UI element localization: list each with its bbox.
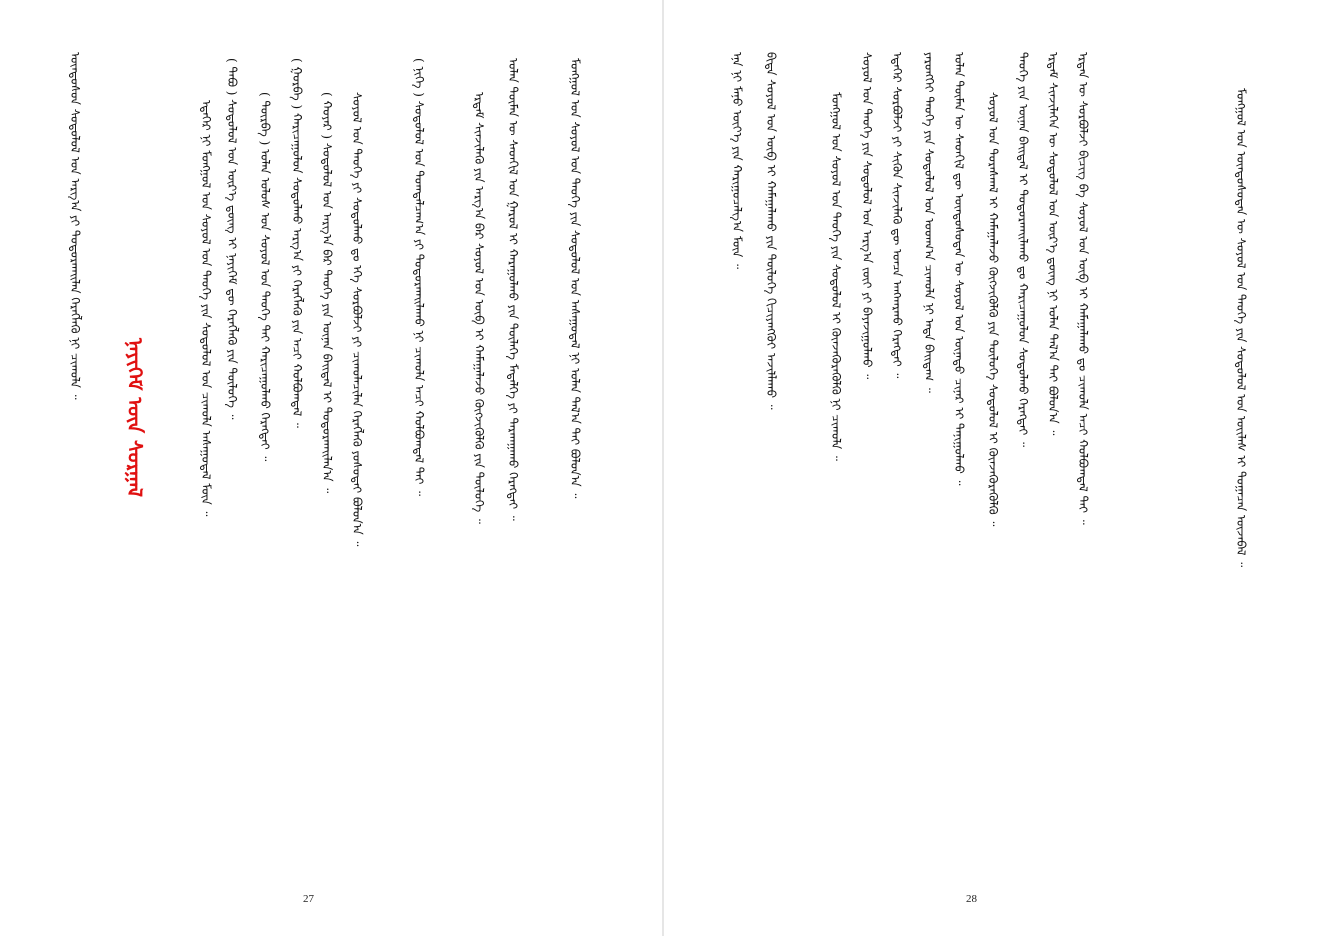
text-line: ( ᠲᠠᠪᠤ ) ᠰᠤᠳᠤᠯᠤᠯ ᠤᠨ ᠦᠷ᠎ᠡ ᠳ᠋ᠦᠩ ᠢ ᠨᠡᠶᠢᠭᠡᠮ ᠳᠦ ᠬᠡᠷᠡᠭᠯᠡᠬᠦ ᠶᠢᠨ ᠲᠥᠯᠥᠭᠡ ᠃: [225, 58, 239, 420]
text-line: ᠶᠡᠷᠦᠩᠬᠡᠢ ᠲᠡᠦᠬᠡ ᠶᠢᠨ ᠰᠤᠳᠤᠯᠤᠯ ᠤᠨ ᠤᠳᠬ᠎ᠠ ᠴᠢᠬᠤᠯᠠ ᠨᠢ ᠡᠨᠳᠡ ᠪᠠᠢᠳᠠᠭ ᠃: [922, 52, 936, 393]
page-number: 27: [303, 893, 314, 905]
page-number: 28: [966, 893, 977, 905]
text-line: ( ᠭᠤᠷᠪᠠ ) ᠬᠠᠷᠢᠴᠠᠭᠤᠯᠤᠨ ᠰᠤᠳᠤᠯᠬᠤ ᠠᠷᠭ᠎ᠠ ᠶᠢ ᠬᠡᠷᠡᠭᠯᠡᠬᠦ ᠶᠢᠨ ᠠᠴᠢ ᠬᠣᠯᠪᠣᠭᠳᠠᠯ ᠃: [290, 58, 304, 428]
text-line: ᠪᠢᠳᠡ ᠰᠣᠶᠣᠯ ᠤᠨ ᠥᠪ ᠢ ᠬᠠᠮᠠᠭᠠᠯᠠᠬᠤ ᠶᠢᠨ ᠲᠥᠯᠥᠭᠡ ᠬᠢᠴᠢᠶᠡᠩᠭᠦᠢ ᠠᠵᠢᠯᠯᠠᠬᠤ ᠃: [764, 52, 778, 410]
text-line: ᠡᠨᠡ ᠨᠢ ᠮᠠᠨᠤ ᠦᠶ᠎ᠡ ᠶᠢᠨ ᠬᠠᠷᠢᠭᠤᠴᠠᠯᠭ᠎ᠠ ᠮᠥᠨ ᠃: [730, 52, 744, 270]
text-line: ᠰᠣᠶᠣᠯ ᠤᠨ ᠲᠡᠦᠬᠡ ᠶᠢᠨ ᠰᠤᠳᠤᠯᠤᠯ ᠤᠨ ᠠᠷᠭ᠎ᠠ ᠵᠦᠢ ᠶᠢ ᠪᠠᠶᠠᠵᠢᠭᠤᠯᠬᠤ ᠃: [860, 52, 874, 380]
text-line: ᠡᠳᠡᠭᠡᠷ ᠰᠤᠷᠪᠤᠯᠵᠢ ᠶᠢ ᠰᠢᠭᠦᠨ ᠰᠢᠨᠵᠢᠯᠡᠬᠦ ᠳᠦ ᠣᠨᠴᠠ ᠠᠩᠬᠠᠷᠬᠤ ᠬᠡᠷᠡᠭᠲᠡᠢ ᠃: [890, 52, 904, 379]
text-line: ᠮᠣᠩᠭᠣᠯ ᠤᠨ ᠰᠣᠶᠣᠯ ᠤᠨ ᠲᠡᠦᠬᠡ ᠶᠢᠨ ᠰᠤᠳᠤᠯᠤᠯ ᠢ ᠭᠦᠨᠵᠡᠭᠦᠷᠡᠭᠦᠯᠬᠦ ᠨᠢ ᠴᠢᠬᠤᠯᠠ ᠃: [829, 92, 843, 461]
text-line: ᠡᠷᠳᠡᠮ ᠰᠢᠨᠵᠢᠯᠡᠬᠦ ᠶᠢᠨ ᠠᠷᠭ᠎ᠠ ᠪᠠᠷ ᠰᠣᠶᠣᠯ ᠤᠨ ᠦᠪ ᠢ ᠬᠠᠮᠠᠭᠠᠯᠠᠵᠤ ᠬᠥᠭᠵᠢᠭᠦᠯᠬᠦ ᠶᠢᠨ ᠲᠥᠯᠥᠭᠡ ᠃: [472, 92, 486, 524]
text-line: ( ᠨᠢᠭᠡ ) ᠰᠤᠳᠤᠯᠤᠯ ᠤᠨ ᠲᠣᠭᠲᠠᠯᠴᠠᠭ᠎ᠠ ᠶᠢ ᠲᠣᠳᠤᠷᠬᠠᠢᠯᠠᠬᠤ ᠨᠢ ᠴᠢᠬᠤᠯᠠ ᠠᠴᠢ ᠬᠣᠯᠪᠣᠭᠳᠠᠯ ᠲᠠᠢ ᠃: [412, 58, 426, 497]
text-line: ᠰᠣᠶᠣᠯ ᠤᠨ ᠳᠤᠷᠠᠰᠬᠠᠯ ᠢ ᠬᠠᠮᠠᠭᠠᠯᠠᠵᠤ ᠬᠥᠭᠵᠢᠭᠦᠯᠬᠦ ᠶᠢᠨ ᠲᠥᠯᠥᠭᠡ ᠰᠤᠳᠤᠯᠤᠯ ᠢ ᠭᠦᠨᠵᠡᠭᠦᠷᠡᠭᠦᠯᠬᠦ ᠃: [986, 92, 1000, 527]
left-page: [0, 0, 663, 936]
text-line: ᠮᠣᠩᠭᠣᠯ ᠤᠨ ᠰᠣᠶᠣᠯ ᠤᠨ ᠲᠡᠦᠬᠡ ᠶᠢᠨ ᠰᠤᠳᠤᠯᠤᠯ ᠤᠨ ᠠᠰᠠᠭᠤᠳᠠᠯ ᠨᠢ ᠣᠯᠠᠨ ᠲᠠᠯ᠎ᠠ ᠲᠠᠢ ᠪᠣᠯᠤᠨ᠎ᠠ ᠃: [568, 58, 582, 499]
right-page: [664, 0, 1327, 936]
text-line: ᠡᠷᠲᠡᠨ ᠦ ᠰᠤᠷᠪᠤᠯᠵᠢ ᠪᠢᠴᠢᠭ ᠪᠠ ᠰᠣᠶᠣᠯ ᠤᠨ ᠥᠪ ᠢ ᠬᠠᠮᠠᠭᠠᠯᠠᠬᠤ ᠳᠤ ᠴᠢᠬᠤᠯᠠ ᠠᠴᠢ ᠬᠣᠯᠪᠣᠭᠳᠠᠯ ᠲᠠᠢ ᠃: [1076, 52, 1090, 525]
text-line: ᠡᠳᠡᠭᠡᠷ ᠨᠢ ᠮᠣᠩᠭᠣᠯ ᠤᠨ ᠰᠣᠶᠣᠯ ᠤᠨ ᠲᠡᠦᠬᠡ ᠶᠢᠨ ᠰᠤᠳᠤᠯᠤᠯ ᠤᠨ ᠴᠢᠬᠤᠯᠠ ᠠᠰᠠᠭᠤᠳᠠᠯ ᠮᠥᠨ ᠃: [199, 100, 213, 517]
text-line: ᠰᠣᠶᠣᠯ ᠤᠨ ᠲᠡᠦᠬᠡ ᠶᠢ ᠰᠤᠳᠤᠯᠬᠤ ᠳᠤ ᠡᠬᠡ ᠰᠤᠷᠪᠤᠯᠵᠢ ᠶᠢ ᠴᠢᠬᠤᠯᠠᠴᠢᠯᠠᠨ ᠬᠡᠷᠡᠭᠯᠡᠬᠦ ᠶᠣᠰᠣᠲᠠᠢ ᠪᠣᠯᠤᠨ᠎ᠠ ᠃: [350, 92, 364, 547]
text-line: ᠮᠣᠩᠭᠣᠯ ᠤᠨ ᠦᠨᠳᠦᠰᠦᠲᠡᠨ ᠦ ᠰᠣᠶᠣᠯ ᠤᠨ ᠲᠡᠦᠬᠡ ᠶᠢᠨ ᠰᠤᠳᠤᠯᠤᠯ ᠤᠨ ᠦᠢᠯᠡᠰ ᠢ ᠲᠣᠭᠠᠴᠠᠨ ᠦᠵᠡᠪᠡᠯ ᠃: [1234, 88, 1248, 568]
text-line: ᠣᠯᠠᠨ ᠲᠦᠮᠡᠨ ᠦ ᠰᠡᠳᠬᠢᠯ ᠳᠦ ᠦᠨᠳᠦᠰᠦᠲᠡᠨ ᠦ ᠰᠣᠶᠣᠯ ᠤᠨ ᠦᠨᠡᠲᠦ ᠴᠢᠨᠠᠷ ᠢ ᠲᠠᠨᠢᠭᠤᠯᠬᠤ ᠃: [952, 52, 966, 486]
text-line: ( ᠬᠣᠶᠠᠷ ) ᠰᠤᠳᠤᠯᠤᠯ ᠤᠨ ᠠᠷᠭ᠎ᠠ ᠪᠠᠷ ᠲᠡᠦᠬᠡ ᠶᠢᠨ ᠦᠨᠡᠨ ᠪᠠᠢᠳᠠᠯ ᠢ ᠲᠣᠳᠤᠷᠬᠠᠢᠯᠠᠨ᠎ᠠ ᠃: [320, 92, 334, 494]
chapter-heading: ᠨᠡᠶᠢᠭᠡᠮ ᠦᠨ ᠰᠤᠷᠭᠠᠯ: [123, 338, 147, 498]
text-line: ᠲᠡᠦᠬᠡ ᠶᠢᠨ ᠦᠨᠡᠨ ᠪᠠᠢᠳᠠᠯ ᠢ ᠲᠣᠳᠤᠷᠬᠠᠢᠯᠠᠬᠤ ᠳᠤ ᠬᠠᠷᠢᠴᠠᠭᠤᠯᠤᠨ ᠰᠤᠳᠤᠯᠬᠤ ᠬᠡᠷᠡᠭᠲᠡᠢ ᠃: [1016, 52, 1030, 447]
text-line: ᠦᠨᠳᠦᠰᠦᠨ ᠰᠤᠳᠤᠯᠤᠯ ᠤᠨ ᠠᠷᠭ᠎ᠠ ᠶᠢ ᠲᠣᠳᠤᠷᠬᠠᠢᠯᠠᠨ ᠬᠡᠷᠡᠭᠯᠡᠬᠦ ᠨᠢ ᠴᠢᠬᠤᠯᠠ ᠃: [68, 52, 82, 400]
text-line: ( ᠳᠥᠷᠪᠡ ) ᠣᠯᠠᠨ ᠤᠯᠤᠰ ᠤᠨ ᠰᠣᠶᠣᠯ ᠤᠨ ᠲᠡᠦᠬᠡ ᠲᠡᠢ ᠬᠠᠷᠢᠴᠠᠭᠤᠯᠬᠤ ᠬᠡᠷᠡᠭᠲᠡᠢ ᠃: [258, 92, 272, 462]
text-line: ᠣᠯᠠᠨ ᠲᠦᠮᠡᠨ ᠦ ᠰᠡᠳᠬᠢᠯ ᠤᠨ ᠭᠠᠷᠤᠯ ᠢ ᠬᠠᠷᠠᠭᠤᠯᠬᠤ ᠶᠢᠨ ᠲᠦᠯᠡᠭᠡ ᠮᠡᠳᠡᠯᠭᠡ ᠶᠢ ᠲᠠᠷᠬᠠᠭᠠᠬᠤ ᠬᠡᠷᠡᠭᠲᠡᠢ ᠃: [506, 58, 520, 521]
text-line: ᠡᠷᠳᠡᠮ ᠰᠢᠨᠵᠢᠯᠡᠬᠡᠨ ᠦ ᠰᠤᠳᠤᠯᠤᠯ ᠤᠨ ᠦᠷ᠎ᠡ ᠳ᠋ᠦᠩ ᠨᠢ ᠣᠯᠠᠨ ᠲᠠᠯ᠎ᠠ ᠲᠠᠢ ᠪᠣᠯᠤᠨ᠎ᠠ ᠃: [1046, 52, 1060, 436]
